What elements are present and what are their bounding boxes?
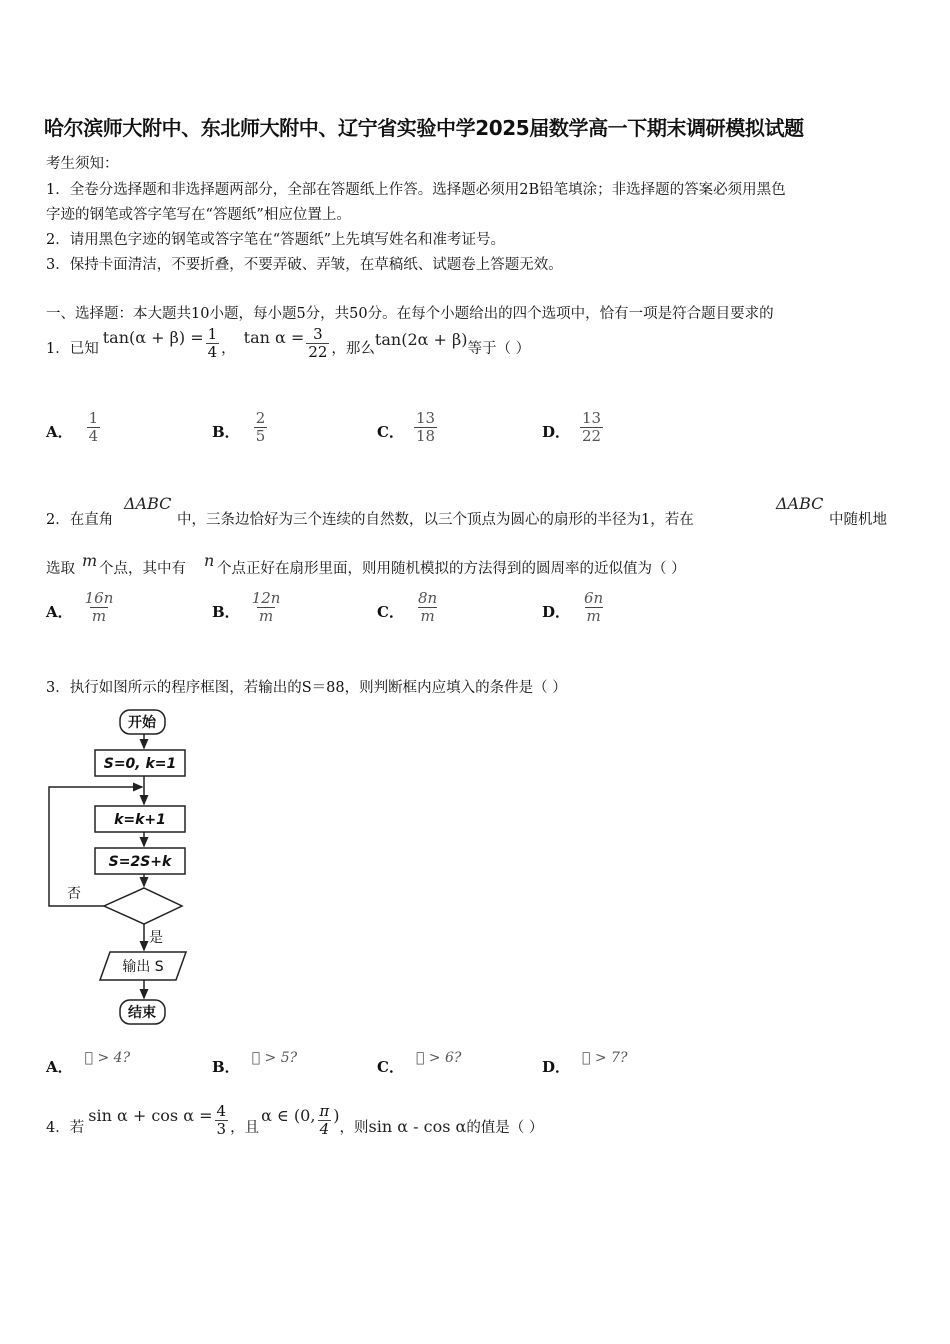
flow-step2-label: S=2S+k	[108, 854, 172, 870]
fraction-numerator: 6n	[584, 589, 604, 607]
fraction-numerator: 16n	[84, 589, 114, 607]
q1-connector: ，那么	[331, 341, 375, 358]
q1-fraction-1	[206, 326, 220, 362]
notice-item-3: 3．保持卡面清洁，不要折叠，不要弄破、弄皱，在草稿纸、试题卷上答题无效。	[46, 257, 563, 273]
q3-option-c[interactable]	[377, 1050, 461, 1077]
notice-item-1-line-2: 字迹的钢笔或答字笔写在“答题纸”相应位置上。	[46, 207, 351, 223]
option-fraction	[414, 410, 437, 446]
fraction-denominator: 4	[319, 1120, 330, 1139]
q2-line2-b: 个点，其中有	[99, 561, 186, 577]
flowchart	[40, 700, 210, 1035]
q3-option-b[interactable]	[212, 1050, 297, 1077]
option-expression: 􀀀 > 4?	[84, 1050, 131, 1066]
q2-text-1: 中，三条边恰好为三个连续的自然数，以三个顶点为圆心的扇形的半径为1，若在	[177, 512, 694, 528]
q4-expr-sum: sin α + cos α =	[88, 1106, 213, 1126]
q1-separator: ，	[221, 341, 236, 358]
fraction-denominator: 5	[255, 427, 266, 446]
q1-expr-tan-sum: tan(α + β) =	[102, 328, 204, 348]
q2-var-m: m	[82, 551, 98, 570]
q3-options	[46, 1050, 646, 1080]
fraction-denominator: 18	[415, 427, 436, 446]
q2-text-2: 中随机地	[829, 512, 887, 528]
q1-option-b[interactable]	[212, 410, 269, 446]
fraction-numerator: 13	[415, 409, 436, 427]
flow-init-label: S=0, k=1	[103, 756, 177, 772]
q1-option-a[interactable]	[46, 410, 102, 446]
q2-option-d[interactable]	[542, 590, 607, 626]
fraction-denominator: m	[258, 607, 274, 626]
q1-number: 1．已知	[46, 341, 99, 358]
q2-triangle-1: ΔABC	[124, 494, 172, 513]
fraction-denominator: 3	[216, 1120, 227, 1139]
q2-triangle-2: ΔABC	[776, 494, 824, 513]
q1-option-c[interactable]	[377, 410, 439, 446]
q4-expr-domain-close: )	[333, 1106, 340, 1126]
fraction-numerator: 4	[216, 1102, 227, 1120]
q4-tail: 的值是（ ）	[466, 1120, 544, 1137]
option-expression: 􀀀 > 6?	[415, 1050, 462, 1066]
flow-output-label: 输出 S	[122, 959, 164, 975]
option-fraction	[254, 410, 268, 446]
option-fraction	[416, 590, 439, 626]
q4-expr-domain: α ∈ (0,	[261, 1106, 316, 1126]
exam-title: 哈尔滨师大附中、东北师大附中、辽宁省实验中学2025届数学高一下期末调研模拟试题	[44, 116, 804, 140]
q2-var-n: n	[204, 551, 215, 570]
section-heading: 一、选择题：本大题共10小题，每小题5分，共50分。在每个小题给出的四个选项中，恰有一项是符合题目要求的	[46, 306, 774, 322]
option-label: D．	[542, 602, 571, 621]
q2-number: 2．在直角	[46, 512, 114, 528]
option-label: C．	[377, 1058, 404, 1076]
fraction-denominator: 4	[207, 343, 218, 362]
fraction-denominator: m	[420, 607, 435, 626]
fraction-numerator: 12n	[251, 589, 281, 607]
notice-item-1-line-1: 1．全卷分选择题和非选择题两部分，全部在答题纸上作答。选择题必须用2B铅笔填涂；非选择题的答案必须用黑色	[46, 182, 786, 198]
q2-option-c[interactable]	[377, 590, 441, 626]
q4-expr-diff: sin α - cos α	[368, 1117, 467, 1137]
q4-connector-2: ，则	[339, 1120, 369, 1137]
q1-options	[46, 410, 646, 460]
q2-line2-a: 选取	[46, 561, 75, 577]
fraction-numerator: π	[319, 1102, 330, 1120]
q2-option-a[interactable]	[46, 590, 117, 626]
option-expression: 􀀀 > 5?	[251, 1050, 298, 1066]
option-label: C．	[377, 422, 404, 441]
q1-tail: 等于（ ）	[467, 341, 531, 358]
q2-options	[46, 590, 646, 640]
q3-option-a[interactable]	[46, 1050, 130, 1077]
fraction-numerator: 13	[582, 409, 602, 427]
fraction-numerator: 2	[255, 409, 266, 427]
q1-option-d[interactable]	[542, 410, 605, 446]
fraction-denominator: 4	[88, 427, 99, 446]
flow-yes-label: 是	[149, 930, 163, 946]
option-label: B．	[212, 602, 240, 621]
option-fraction	[83, 590, 116, 626]
q3-text: 3．执行如图所示的程序框图，若输出的S＝88，则判断框内应填入的条件是（ ）	[46, 680, 567, 696]
q1-fraction-2	[306, 326, 329, 362]
option-label: B．	[212, 1058, 240, 1076]
option-label: A．	[46, 602, 73, 621]
flow-step1-label: k=k+1	[114, 812, 166, 828]
flow-decision-node	[104, 888, 182, 924]
q4-number: 4．若	[46, 1120, 85, 1137]
option-fraction	[582, 590, 605, 626]
fraction-denominator: 22	[308, 343, 328, 362]
q4-fraction-2	[317, 1103, 331, 1139]
flow-no-label: 否	[67, 886, 81, 902]
option-fraction	[250, 590, 283, 626]
flow-end-label: 结束	[128, 1005, 156, 1021]
fraction-numerator: 1	[207, 325, 218, 343]
q1-expr-target: tan(2α + β)	[374, 330, 468, 350]
q2-line2-c: 个点正好在扇形里面，则用随机模拟的方法得到的圆周率的近似值为（ ）	[217, 561, 686, 577]
option-label: C．	[377, 602, 404, 621]
option-label: B．	[212, 422, 240, 441]
option-label: D．	[542, 1058, 571, 1076]
option-fraction	[580, 410, 603, 446]
question-1	[46, 326, 530, 362]
fraction-numerator: 8n	[417, 589, 438, 607]
fraction-numerator: 1	[88, 409, 99, 427]
fraction-denominator: m	[586, 607, 601, 626]
option-fraction	[87, 410, 101, 446]
notice-heading: 考生须知：	[46, 156, 119, 172]
fraction-denominator: m	[91, 607, 107, 626]
question-4	[46, 1103, 543, 1139]
flow-start-label: 开始	[128, 715, 156, 731]
q3-option-d[interactable]	[542, 1050, 627, 1077]
q4-connector-1: ，且	[230, 1120, 260, 1137]
option-label: A．	[46, 422, 73, 441]
option-expression: 􀀀 > 7?	[582, 1050, 628, 1066]
fraction-denominator: 22	[582, 427, 602, 446]
fraction-numerator: 3	[313, 325, 323, 343]
q4-fraction-1	[215, 1103, 229, 1139]
option-label: A．	[46, 1058, 73, 1076]
notice-item-2: 2．请用黑色字迹的钢笔或答字笔在“答题纸”上先填写姓名和准考证号。	[46, 232, 506, 248]
q1-expr-tan-alpha: tan α =	[243, 328, 305, 348]
q2-option-b[interactable]	[212, 590, 284, 626]
option-label: D．	[542, 422, 571, 441]
